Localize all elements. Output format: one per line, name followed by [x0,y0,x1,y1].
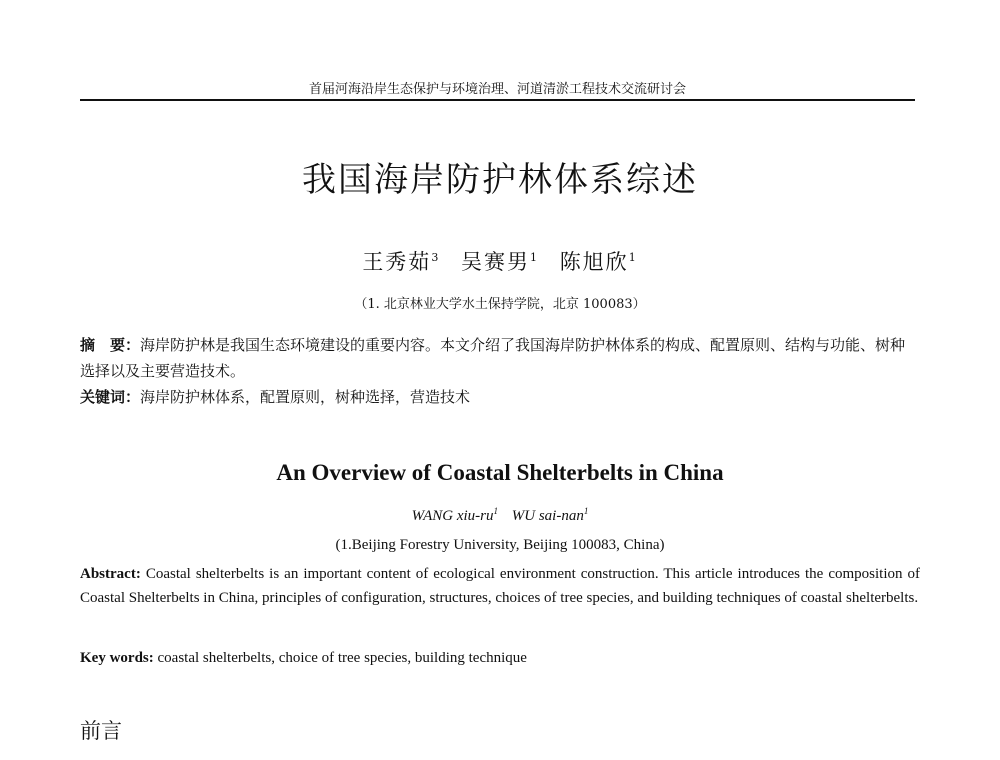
author-affiliation-marker: 1 [493,506,499,516]
author-affiliation-marker: 3 [431,251,441,264]
abstract-text: Coastal shelterbelts is an important content of ecological environment construction. This article introduces the composition of Coastal Shelterbelts in China, principles of configuration, structures, choices of tree species, and building techniques of coastal shelterbelts. [80,566,921,606]
english-abstract [80,563,920,610]
author-zh [560,250,638,274]
author-affiliation-marker: 1 [583,506,589,516]
abstract-label: 摘 要： [80,336,141,354]
chinese-affiliation: （1. 北京林业大学水土保持学院，北京 100083） [354,297,646,312]
author-zh [362,250,440,274]
english-affiliation: (1.Beijing Forestry University, Beijing 100083, China) [335,537,665,553]
author-en [512,508,589,524]
chinese-abstract [80,332,920,384]
keywords-text: 海岸防护林体系，配置原则，树种选择，营造技术 [140,388,471,406]
abstract-label: Abstract: [80,566,141,582]
chinese-abstract-block [80,332,920,410]
keywords-label: Key words: [80,650,154,666]
section-heading: 前言 [80,719,122,743]
header-rule [80,99,915,101]
author-zh [461,250,539,274]
keywords-text: coastal shelterbelts, choice of tree species, building technique [157,650,527,666]
english-authors [0,506,1000,525]
author-en [412,508,498,524]
english-title: An Overview of Coastal Shelterbelts in China [276,460,724,485]
english-keywords [80,650,920,667]
author-name: 王秀茹 [362,250,432,274]
running-head: 首届河海沿岸生态保护与环境治理、河道清淤工程技术交流研讨会 [308,82,686,97]
author-name: 吴赛男 [461,250,530,274]
chinese-title: 我国海岸防护林体系综述 [302,160,698,200]
chinese-authors [0,246,1000,276]
author-affiliation-marker: 1 [628,251,638,264]
author-affiliation-marker: 1 [530,251,539,264]
author-name: 陈旭欣 [559,250,629,274]
abstract-text: 海岸防护林是我国生态环境建设的重要内容。本文介绍了我国海岸防护林体系的构成、配置原则、结构与功能、树种选择以及主要营造技术。 [80,336,906,380]
author-name: WANG xiu-ru [411,508,494,524]
author-name: WU sai-nan [511,508,584,524]
keywords-label: 关键词： [80,388,141,406]
chinese-keywords [80,384,920,410]
